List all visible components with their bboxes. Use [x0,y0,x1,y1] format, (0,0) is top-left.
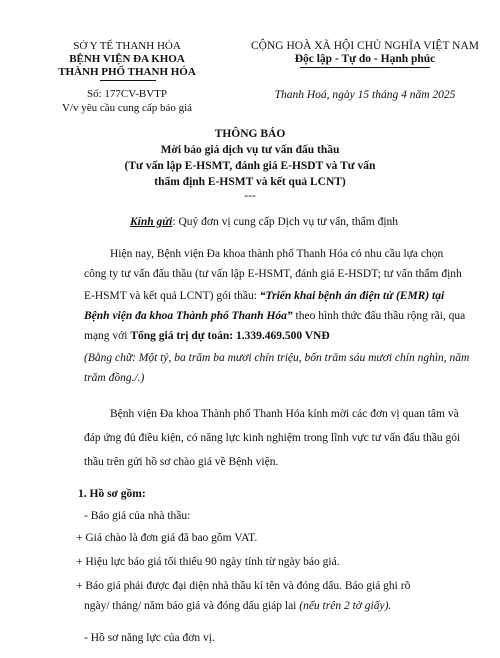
recipient-text: : Quý đơn vị cung cấp Dịch vụ tư vấn, thẩm định [172,216,399,228]
quote-subheading: - Báo giá của nhà thầu: [84,510,191,522]
para2-line-3: thầu trên gửi hồ sơ chào giá về Bệnh viện. [84,456,279,468]
section-1-heading: 1. Hồ sơ gồm: [78,488,146,500]
notice-title: THÔNG BÁO [214,128,286,140]
para1-line-4 [84,306,465,326]
total-estimate: Tổng giá trị dự toán: 1.339.469.500 VNĐ [130,330,330,342]
para1-line-1: Hiện nay, Bệnh viện Đa khoa thành phố Thanh Hóa có nhu cầu lựa chọn [110,248,444,260]
hospital-name: BỆNH VIỆN ĐA KHOA [69,53,185,65]
header-left-rule [100,80,156,81]
para1-line-5 [84,326,330,346]
quote-item-signature-line-1: + Báo giá phải được đại diện nhà thầu kí tên và đóng dấu. Báo giá ghi rõ [76,580,411,592]
ministry-name: SỞ Y TẾ THANH HÓA [73,40,181,52]
para2-line-2: đáp ứng đủ điều kiện, có năng lực kinh nghiệm trong lĩnh vực tư vấn đấu thầu gói [84,432,461,444]
amount-in-words-line-2: trăm đồng./.) [84,372,145,384]
quote-item-signature-line-2 [84,596,391,616]
notice-title-line-3: thẩm định E-HSMT và kết quả LCNT) [154,176,346,188]
capacity-profile-item: - Hồ sơ năng lực của đơn vị. [84,632,215,644]
quote-item-signature-note: (nếu trên 2 tờ giấy). [299,600,392,612]
quote-item-signature-text: ngày/ tháng/ năm báo giá và đóng dấu giáp lai [84,600,300,612]
para1-line-2: công ty tư vấn đấu thầu (tư vấn lập E-HSMT, đánh giá E-HSDT; tư vấn thẩm định [84,268,462,280]
document-date: Thanh Hoá, ngày 15 tháng 4 năm 2025 [274,89,456,101]
recipient-line [130,212,398,232]
package-name-part-1: “Triển khai bệnh án điện tử (EMR) tại [259,290,445,302]
country-name: CỘNG HOÀ XÃ HỘI CHỦ NGHĨA VIỆT NAM [251,40,479,52]
amount-in-words-line-1: (Bằng chữ: Một tỷ, ba trăm ba mươi chín triệu, bốn trăm sáu mươi chín nghìn, năm [84,352,470,364]
hospital-city: THÀNH PHỐ THANH HÓA [58,66,196,78]
national-motto: Độc lập - Tự do - Hạnh phúc [294,53,436,65]
para1-line-3 [84,286,444,306]
quote-item-validity: + Hiệu lực báo giá tối thiểu 90 ngày tính từ ngày báo giá. [76,556,340,568]
document-subject: V/v yêu cầu cung cấp báo giá [61,102,193,114]
para1-line-5-text: mạng với [84,330,131,342]
document-number: Số: 177CV-BVTP [87,88,167,100]
header-right-rule [300,67,430,68]
para1-line-4-text: theo hình thức đấu thầu rộng rãi, qua [292,310,466,322]
notice-title-line-2: (Tư vấn lập E-HSMT, đánh giá E-HSDT và Tư vấn [124,160,376,172]
notice-title-line-1: Mời báo giá dịch vụ tư vấn đấu thầu [160,144,340,156]
para2-line-1: Bệnh viện Đa khoa Thành phố Thanh Hóa kính mời các đơn vị quan tâm và [110,408,459,420]
title-divider: --- [244,190,256,202]
recipient-label: Kính gửi [130,216,173,228]
package-name-part-2: Bệnh viện đa khoa Thành phố Thanh Hóa” [84,310,293,322]
quote-item-vat: + Giá chào là đơn giá đã bao gồm VAT. [76,532,258,544]
para1-line-3-text: E-HSMT và kết quả LCNT) gói thầu: [84,290,260,302]
